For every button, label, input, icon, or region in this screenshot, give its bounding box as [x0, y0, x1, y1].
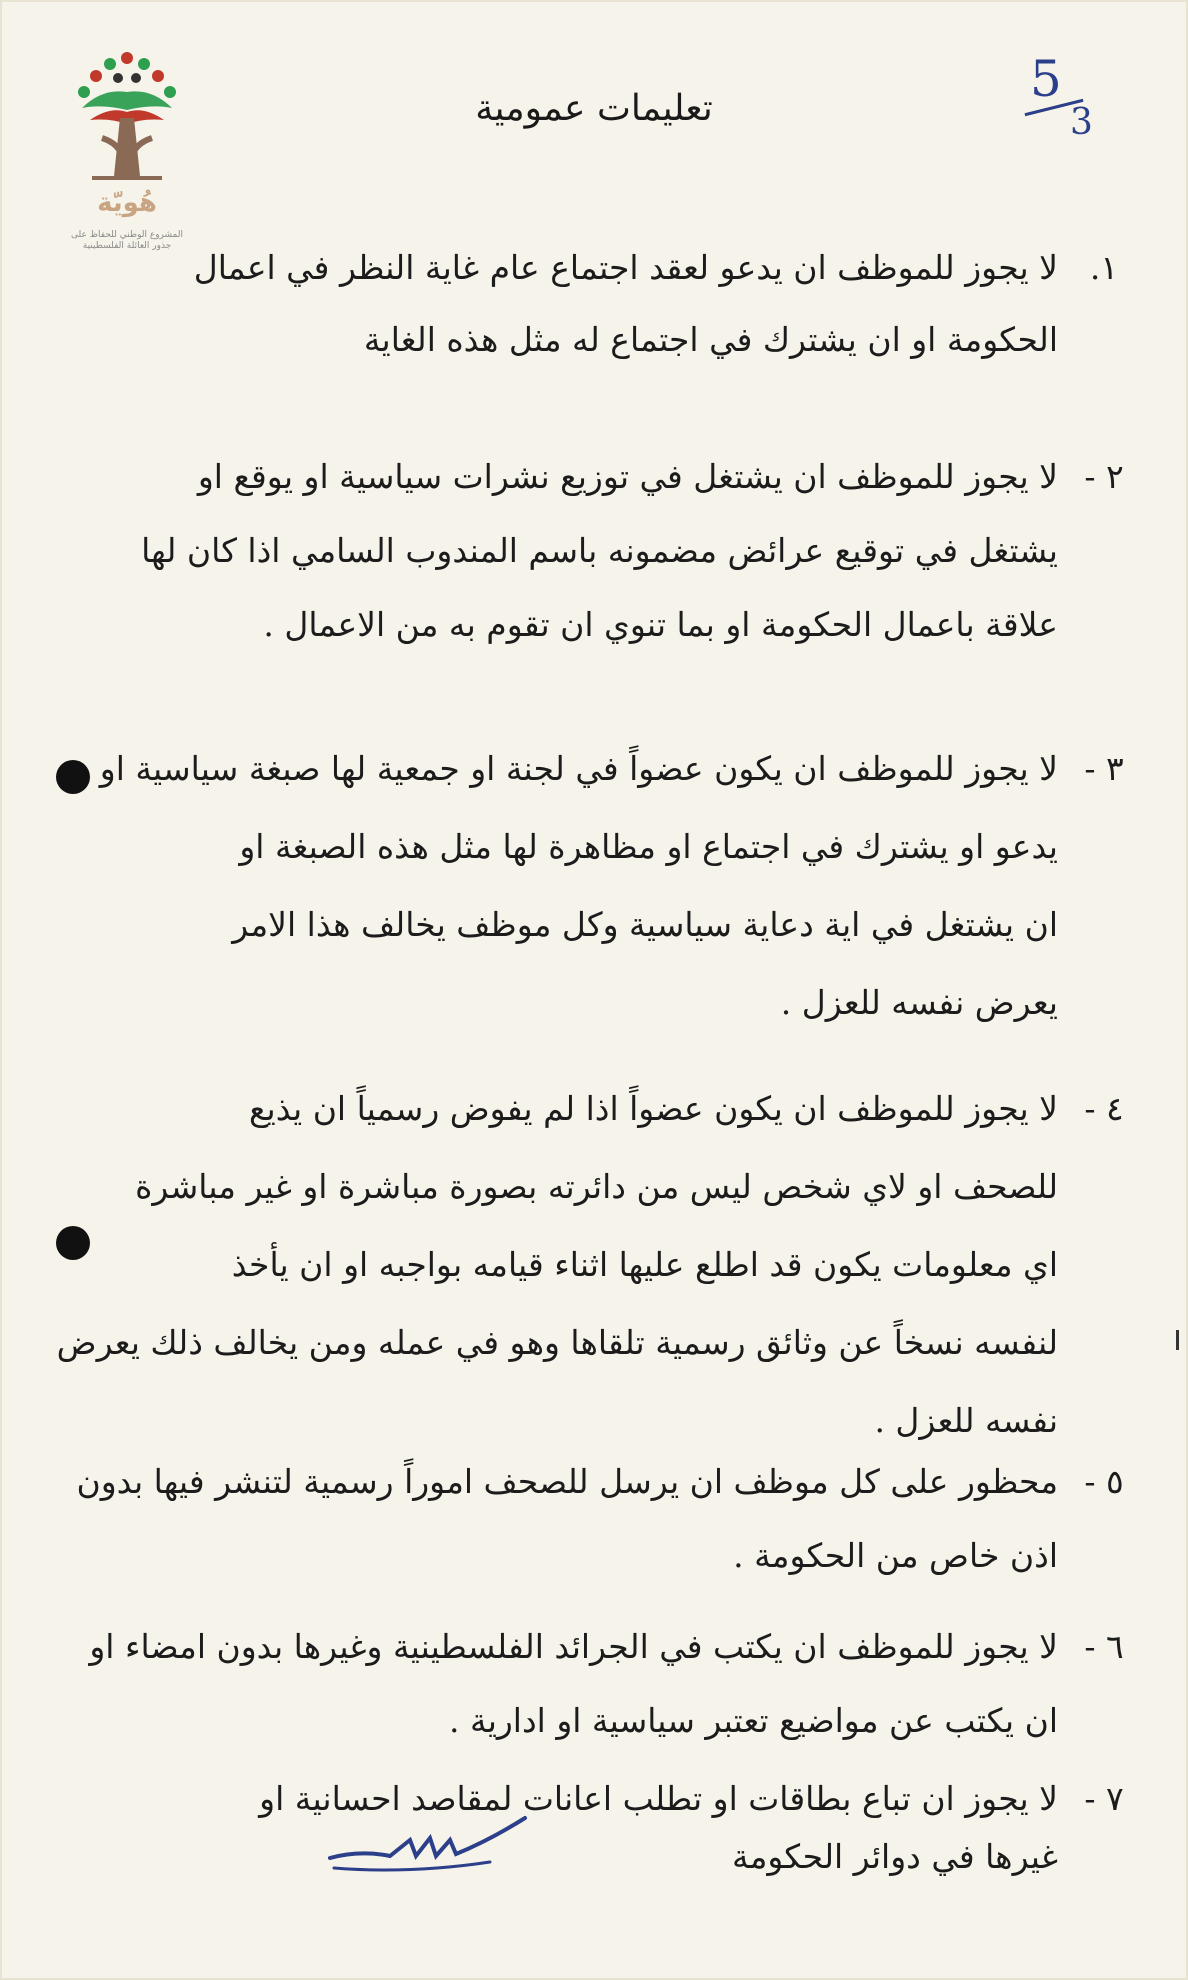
instruction-item — [78, 1445, 1128, 1593]
logo-tagline-line-1: المشروع الوطني للحفاظ على — [70, 230, 183, 240]
item-number: ٧ - — [1084, 1779, 1124, 1818]
item-line: علاقة باعمال الحكومة او بما تنوي ان تقوم به من الاعمال . — [263, 605, 1058, 644]
item-line: لا يجوز للموظف ان يكون عضواً في لجنة او جمعية لها صبغة سياسية او — [99, 749, 1058, 788]
item-line: لا يجوز للموظف ان يشتغل في توزيع نشرات سياسية او يوقع او — [197, 457, 1058, 496]
item-line: محظور على كل موظف ان يرسل للصحف اموراً رسمية لتنشر فيها بدون — [76, 1462, 1058, 1501]
instruction-item — [78, 1610, 1128, 1758]
handwritten-signature — [320, 1810, 540, 1880]
instruction-item — [56, 1070, 1128, 1460]
item-line: يدعو او يشترك في اجتماع او مظاهرة لها مثل هذه الصبغة او — [239, 827, 1058, 866]
page-number-bottom: 3 — [1070, 102, 1093, 143]
item-line: لا يجوز للموظف ان يكون عضواً اذا لم يفوض رسمياً ان يذيع — [248, 1089, 1058, 1128]
item-line: لا يجوز للموظف ان يكتب في الجرائد الفلسطينية وغيرها بدون امضاء او — [89, 1627, 1058, 1666]
page-title: تعليمات عمومية — [475, 88, 713, 129]
punch-hole-dot — [56, 760, 90, 794]
item-number: ٢ - — [1084, 457, 1124, 496]
item-line: لا يجوز ان تباع بطاقات او تطلب اعانات لمقاصد احسانية او — [259, 1779, 1058, 1818]
item-number: ٥ - — [1084, 1462, 1124, 1501]
instruction-item — [78, 232, 1128, 376]
item-line: غيرها في دوائر الحكومة — [732, 1837, 1058, 1876]
margin-mark — [1176, 1330, 1179, 1350]
instruction-item — [78, 1770, 1128, 1886]
item-line: ان يكتب عن مواضيع تعتبر سياسية او ادارية . — [449, 1701, 1058, 1740]
logo-tagline-line-2: جذور العائلة الفلسطينية — [82, 241, 172, 251]
item-line: اذن خاص من الحكومة . — [733, 1536, 1058, 1575]
item-line: للصحف او لاي شخص ليس من دائرته بصورة مباشرة او غير مباشرة — [135, 1167, 1058, 1206]
item-number: ١. — [1089, 248, 1119, 287]
instruction-item — [78, 730, 1128, 1042]
item-line: اي معلومات يكون قد اطلع عليها اثناء قيامه بواجبه او ان يأخذ — [231, 1245, 1058, 1284]
item-line: الحكومة او ان يشترك في اجتماع له مثل هذه الغاية — [363, 320, 1058, 359]
item-line: نفسه للعزل . — [874, 1401, 1058, 1440]
item-number: ٣ - — [1084, 749, 1124, 788]
page-number-top: 5 — [1030, 50, 1062, 108]
item-line: لنفسه نسخاً عن وثائق رسمية تلقاها وهو في عمله ومن يخالف ذلك يعرض — [56, 1323, 1058, 1362]
item-line: لا يجوز للموظف ان يدعو لعقد اجتماع عام غاية النظر في اعمال — [193, 248, 1058, 287]
item-line: ان يشتغل في اية دعاية سياسية وكل موظف يخالف هذا الامر — [232, 905, 1058, 944]
punch-hole-dot — [56, 1226, 90, 1260]
item-line: يشتغل في توقيع عرائض مضمونه باسم المندوب السامي اذا كان لها — [141, 531, 1058, 570]
instruction-item — [78, 440, 1128, 662]
item-number: ٦ - — [1084, 1627, 1124, 1666]
item-number: ٤ - — [1084, 1089, 1124, 1128]
item-line: يعرض نفسه للعزل . — [780, 983, 1058, 1022]
logo-name: هُويّة — [97, 188, 157, 218]
